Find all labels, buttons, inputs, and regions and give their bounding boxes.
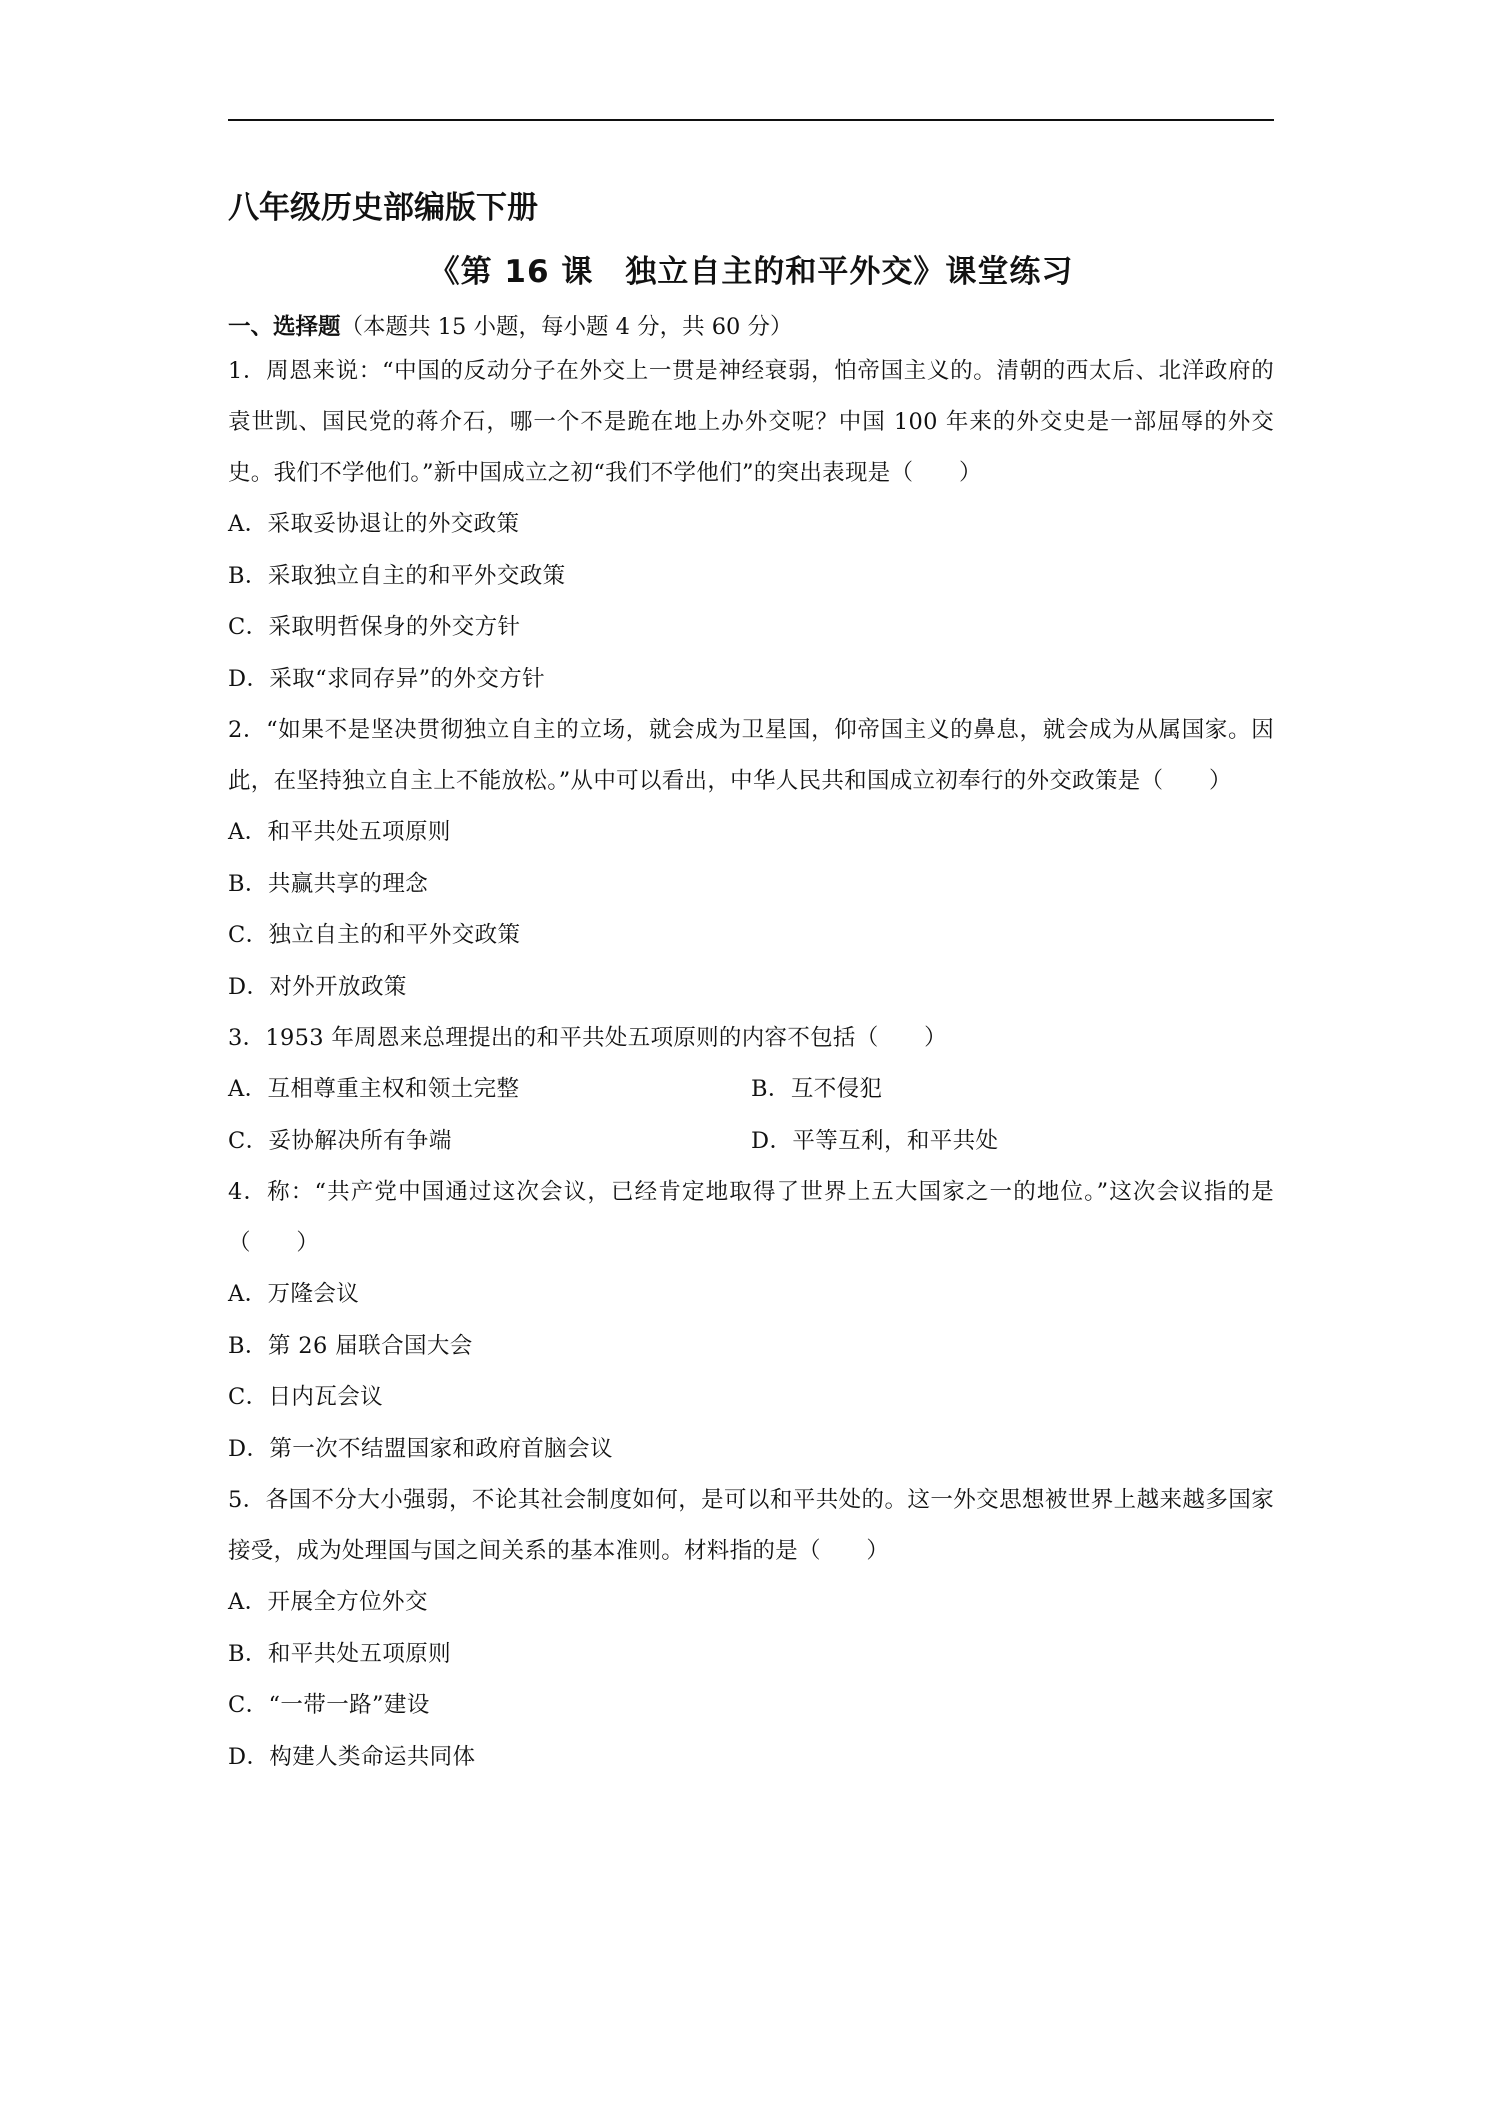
option-c: C．独立自主的和平外交政策 <box>228 922 521 948</box>
option-a: A．互相尊重主权和领土完整 <box>228 1076 520 1102</box>
option-a: A．开展全方位外交 <box>228 1589 428 1615</box>
section-heading <box>228 308 1274 346</box>
grade-title: 八年级历史部编版下册 <box>228 190 538 226</box>
exercise-document <box>228 186 1274 1783</box>
option-a: A．采取妥协退让的外交政策 <box>228 511 520 537</box>
option-c: C．妥协解决所有争端 <box>228 1127 452 1154</box>
option-c: C．“一带一路”建设 <box>228 1692 430 1718</box>
question-stem: 2．“如果不是坚决贯彻独立自主的立场，就会成为卫星国，仰帝国主义的鼻息，就会成为从属国家。因此，在坚持独立自主上不能放松。”从中可以看出，中华人民共和国成立初奉行的外交政策是（ ） <box>228 717 1274 794</box>
question-1 <box>228 346 1274 705</box>
question-3 <box>228 1013 1274 1167</box>
question-stem: 1．周恩来说：“中国的反动分子在外交上一贯是神经衰弱，怕帝国主义的。清朝的西太后、北洋政府的袁世凯、国民党的蒋介石，哪一个不是跪在地上办外交呢？中国 100 年来的外交史是一部屈辱的外交史。我们不学他们。”新中国成立之初“我们不学他们”的突出表现是（ ） <box>228 358 1274 486</box>
option-d: D．采取“求同存异”的外交方针 <box>228 665 546 692</box>
option-b: B．第 26 届联合国大会 <box>228 1332 473 1359</box>
option-a: A．万隆会议 <box>228 1281 360 1307</box>
question-4 <box>228 1167 1274 1475</box>
option-d: D．构建人类命运共同体 <box>228 1743 476 1770</box>
question-5 <box>228 1475 1274 1783</box>
question-stem: 5．各国不分大小强弱，不论其社会制度如何，是可以和平共处的。这一外交思想被世界上越来越多国家接受，成为处理国与国之间关系的基本准则。材料指的是（ ） <box>228 1487 1274 1564</box>
option-b: B．互不侵犯 <box>751 1076 883 1102</box>
question-stem: 3．1953 年周恩来总理提出的和平共处五项原则的内容不包括（ ） <box>228 1025 947 1051</box>
option-c: C．日内瓦会议 <box>228 1384 384 1410</box>
option-d: D．第一次不结盟国家和政府首脑会议 <box>228 1435 613 1462</box>
section-label: 一、选择题 <box>228 314 341 340</box>
option-d: D．平等互利，和平共处 <box>751 1127 999 1154</box>
option-d: D．对外开放政策 <box>228 973 407 1000</box>
lesson-title: 《第 16 课 独立自主的和平外交》课堂练习 <box>428 254 1074 290</box>
option-a: A．和平共处五项原则 <box>228 819 451 845</box>
option-c: C．采取明哲保身的外交方针 <box>228 614 521 640</box>
option-row <box>228 1116 1274 1168</box>
option-row <box>228 1064 1274 1116</box>
option-b: B．和平共处五项原则 <box>228 1640 452 1667</box>
section-note: （本题共 15 小题，每小题 4 分，共 60 分） <box>340 314 793 340</box>
question-2 <box>228 705 1274 1013</box>
header-rule <box>228 119 1274 121</box>
question-stem: 4．称：“共产党中国通过这次会议，已经肯定地取得了世界上五大国家之一的地位。”这次会议指的是（ ） <box>228 1179 1274 1256</box>
option-b: B．共赢共享的理念 <box>228 870 429 897</box>
option-b: B．采取独立自主的和平外交政策 <box>228 562 566 589</box>
